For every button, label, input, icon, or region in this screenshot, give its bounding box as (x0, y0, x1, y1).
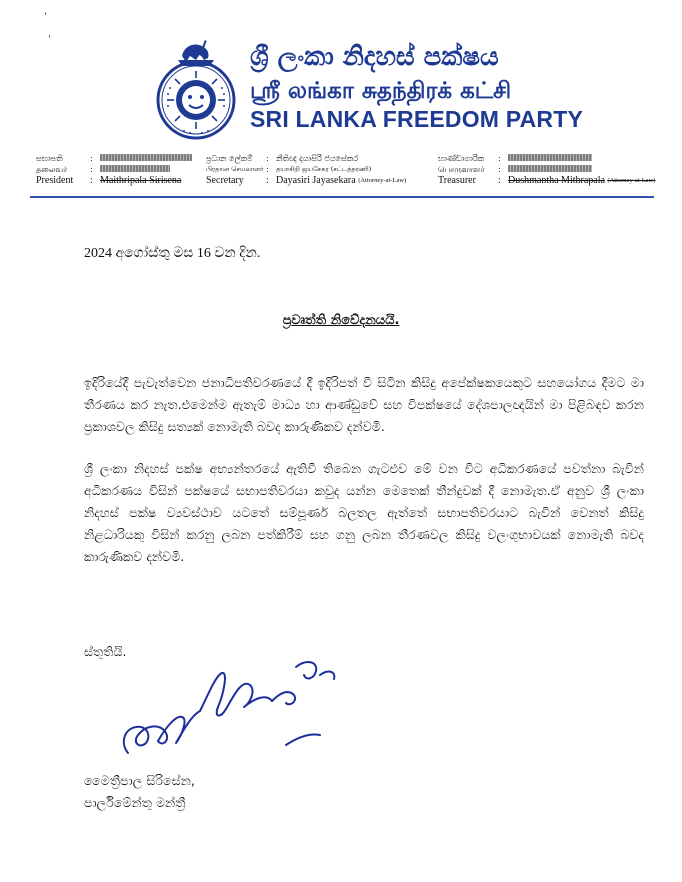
paragraph-1: ඉදිරියේදී පැවැත්වෙන ජනාධිපතිවරණයේ දී ඉදිරිපත් වී සිටින කිසිදු අපේක්ෂකයෙකුට සහයෝගය දීමට මා තීරණය කර නැත.එමෙන්ම ඇතැම් මාධ්‍ය හා ආණ්ඩුවේ සහ විපක්ෂයේ දේශපාලඥයින් මා පිළිබඳව කරන ප්‍රකාශවල කිසිදු සත්‍යක් නොමැති බවද කාරුණිකව දන්වමි. (84, 375, 644, 434)
scan-mark: , (44, 6, 48, 17)
secretary-name-suffix: (Attorney-at-Law) (358, 177, 407, 184)
letterhead (0, 0, 682, 200)
redacted-name (508, 154, 592, 161)
president-name-en: Maithripala Sirisena (100, 175, 182, 186)
party-name-english: SRI LANKA FREEDOM PARTY (250, 106, 583, 132)
colon: : (90, 165, 93, 174)
signatory-title: පාර්ලිමේන්තු මන්ත්‍රී (84, 795, 186, 810)
colon: : (498, 175, 501, 186)
signature-icon (110, 645, 370, 770)
signatory-block (84, 770, 195, 814)
redacted-name (100, 154, 192, 161)
party-emblem-icon (144, 38, 248, 140)
secretary-label-si: ප්‍රධාන ලේකම් (206, 154, 253, 163)
colon: : (498, 154, 501, 163)
redacted-name (100, 165, 170, 172)
colon: : (266, 175, 269, 186)
officers-strip (0, 153, 682, 195)
treasurer-label-ta: பொருளாளர் (438, 165, 485, 174)
colon: : (266, 165, 269, 174)
treasurer-name-en: Dushmantha Mithrapala (508, 175, 605, 186)
treasurer-name-suffix: (Attorney-at-Law) (607, 177, 656, 184)
signatory-name: මෛත්‍රීපාල සිරිසේන, (84, 773, 195, 788)
colon: : (90, 175, 93, 186)
treasurer-label-si: භාණ්ඩාගාරික (438, 154, 485, 163)
secretary-name-ta: தயாசிறி ஜயசேகர (சட்டத்தரணி) (276, 165, 372, 173)
treasurer-label-en: Treasurer (438, 175, 476, 186)
secretary-label-en: Secretary (206, 175, 244, 186)
president-label-ta: தலைவர் (36, 165, 68, 174)
treasurer-block (438, 153, 655, 186)
party-name-tamil: ஸ்ரீ லங்கா சுதந்திரக் கட்சி (250, 78, 512, 104)
scan-mark: ' (48, 34, 51, 45)
president-block (36, 153, 192, 186)
paragraph-2: ශ්‍රී ලංකා නිදහස් පක්ෂ අභ්‍යන්තරයේ ඇතිවී තිබෙන ගැටළුව මේ වන විට අධිකරණයේ පවත්නා බැවින් අධිකරණය විසින් පක්ෂයේ සභාපතිවරයා කවුද යන්න මෙතෙක් තීන්දුවක් දී නොමැත.ඒ අනුව ශ්‍රී ලංකා නිදහස් පක්ෂ ව්‍යවස්ථාව යටතේ සම්පූර්ණ බලතල ඇත්තේ සභාපතිවරයාට බැවින් වෙනත් කිසිදු නිළධාරියකු විසින් කරනු ලබන පත්කිරීම් සහ ගනු ලබන තීරණවල කිසිදු වලංගුභාවයක් නොමැති බවද කාරුණිකව දන්වමි. (84, 461, 644, 564)
secretary-label-ta: பிரதான செயலாளர் (206, 165, 264, 173)
redacted-name (508, 165, 592, 172)
colon: : (266, 154, 269, 163)
letter-date: 2024 අගෝස්තු මස 16 වන දින. (84, 246, 261, 261)
closing-thanks: ස්තුතියි. (84, 644, 127, 659)
header-divider (30, 196, 654, 198)
letter-heading: ප්‍රවෘත්ති නිවේදනයයි. (282, 313, 400, 328)
party-name-sinhala: ශ්‍රී ලංකා නිදහස් පක්ෂය (250, 42, 499, 72)
colon: : (90, 154, 93, 163)
colon: : (498, 165, 501, 174)
secretary-name-en: Dayasiri Jayasekara (276, 175, 356, 186)
president-label-en: President (36, 175, 74, 186)
secretary-block (206, 153, 406, 186)
president-label-si: සභාපති (36, 154, 63, 163)
secretary-name-si: නීතිඥ දයාසිරි ජයසේකර (276, 154, 359, 163)
